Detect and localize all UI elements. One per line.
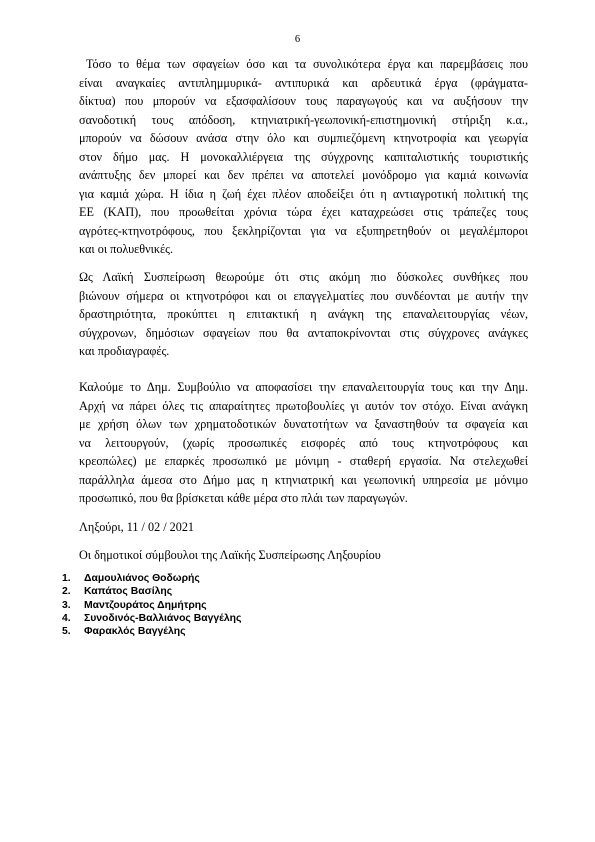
paragraph-line: με χρήση όλων των χρηματοδοτικών δυνατοτήτων να ξαναστηθούν τα σφαγεία και [79,417,528,431]
paragraph-line: δραστηριότητα, προκύπτει η επιτακτική η ανάγκη της επαναλειτουργίας νέων, [79,307,528,321]
signer-name: Φαρακλός Βαγγέλης [84,626,186,638]
paragraph-line: μπορούν να δώσουν ανάσα στην όλο και συμπιεζόμενη κτηνοτροφία και γεωργία [79,131,528,145]
paragraph-line: αγρότες-κτηνοτρόφους, που ξεκληρίζονται για να εξυπηρετηθούν οι μεγαλέμποροι [79,223,528,238]
paragraph-line: στον δήμο μας. Η μονοκαλλιέργεια της σύγχρονης καπιταλιστικής τουριστικής [79,149,528,164]
paragraph-line: και προδιαγραφές. [79,344,170,358]
paragraph-line: προσωπικό, που θα βρίσκεται κάθε μέρα στο πλάι των παραγωγών. [79,491,408,505]
paragraph-line: για καμιά χώρα. Η ίδια η ζωή έχει πλέον αποδείξει ότι η αντιαγροτική πολιτική της [79,186,528,201]
signer-number: 3. [62,599,71,611]
signers-list [62,572,241,638]
paragraph-2 [79,268,528,361]
signer-name: Δαμουλιάνος Θοδωρής [84,573,200,584]
signer-number: 1. [62,573,71,584]
paragraph-line: δίκτυα) που μπορούν να εξασφαλίσουν τους παραγωγούς και να αυξήσουν την [79,94,528,108]
paragraph-line: κρεοπώλες) με επαρκές προσωπικό με μόνιμη - σταθερή εργασία. Να στελεχωθεί [79,454,528,468]
paragraph-line: σανοδοτική τους απόδοση, κτηνιατρική-γεωπονική-επιστημονική στήριξη κ.α., [79,112,528,127]
page-number: 6 [294,34,301,45]
paragraph-line: και οι πολυεθνικές. [79,242,174,256]
paragraph-line: σύγχρονων, δημόσιων σφαγείων που θα ανταποκρίνονται στις σύγχρονες ανάγκες [79,325,528,340]
signer-item [62,612,241,625]
signer-name: Καπάτος Βασίλης [84,586,173,598]
paragraph-line: βιώνουν σήμερα οι κτηνοτρόφοι και οι επαγγελματίες που συνδέονται με αυτήν την [79,288,528,303]
paragraph-line: Καλούμε το Δημ. Συμβούλιο να αποφασίσει την επαναλειτουργία τους και την Δημ. [79,380,528,394]
signer-item [62,585,241,598]
paragraph-line: να λειτουργούν, (χωρίς προσωπικές εισφορές από τους κτηνοτρόφους και [79,435,528,450]
signoff-line: Οι δημοτικοί σύμβουλοι της Λαϊκής Συσπείρωσης Ληξουρίου [79,548,381,562]
paragraph-line: Αρχή να πάρει όλες τις απαραίτητες πρωτοβουλίες γι αυτόν τον στόχο. Είναι ανάγκη [79,398,528,413]
signer-number: 5. [62,626,71,638]
signer-number: 4. [62,612,71,624]
signer-name: Μαντζουράτος Δημήτρης [84,599,207,611]
paragraph-1 [79,55,528,259]
paragraph-line: Τόσο το θέμα των σφαγείων όσο και τα συνολικότερα έργα και παρεμβάσεις που [79,57,528,71]
paragraph-line: ΕΕ (ΚΑΠ), που προωθείται χρόνια τώρα έχει καταχρεώσει στις τράπεζες τους [79,205,528,219]
signer-item [62,599,241,612]
signer-name: Συνοδινός-Βαλλιάνος Βαγγέλης [84,612,242,624]
paragraph-3 [79,378,528,508]
paragraph-line: παράλληλα άμεσα στο Δήμο μας η κτηνιατρική και γεωπονική υπηρεσία με μόνιμο [79,472,528,487]
signer-item [62,625,241,638]
signer-item [62,572,241,585]
paragraph-line: ανάπτυξης δεν μπορεί και δεν πρέπει να αποτελεί μονόδρομο για καμιά κοινωνία [79,168,528,182]
paragraph-line: Ως Λαϊκή Συσπείρωση θεωρούμε ότι στις ακόμη πιο δύσκολες συνθήκες που [79,270,528,284]
signer-number: 2. [62,586,71,598]
paragraph-line: είναι αναγκαίες αντιπλημμυρικά- αντιπυρικά και αρδευτικά έργα (φράγματα- [79,75,528,90]
date-line: Ληξούρι, 11 / 02 / 2021 [79,520,195,534]
